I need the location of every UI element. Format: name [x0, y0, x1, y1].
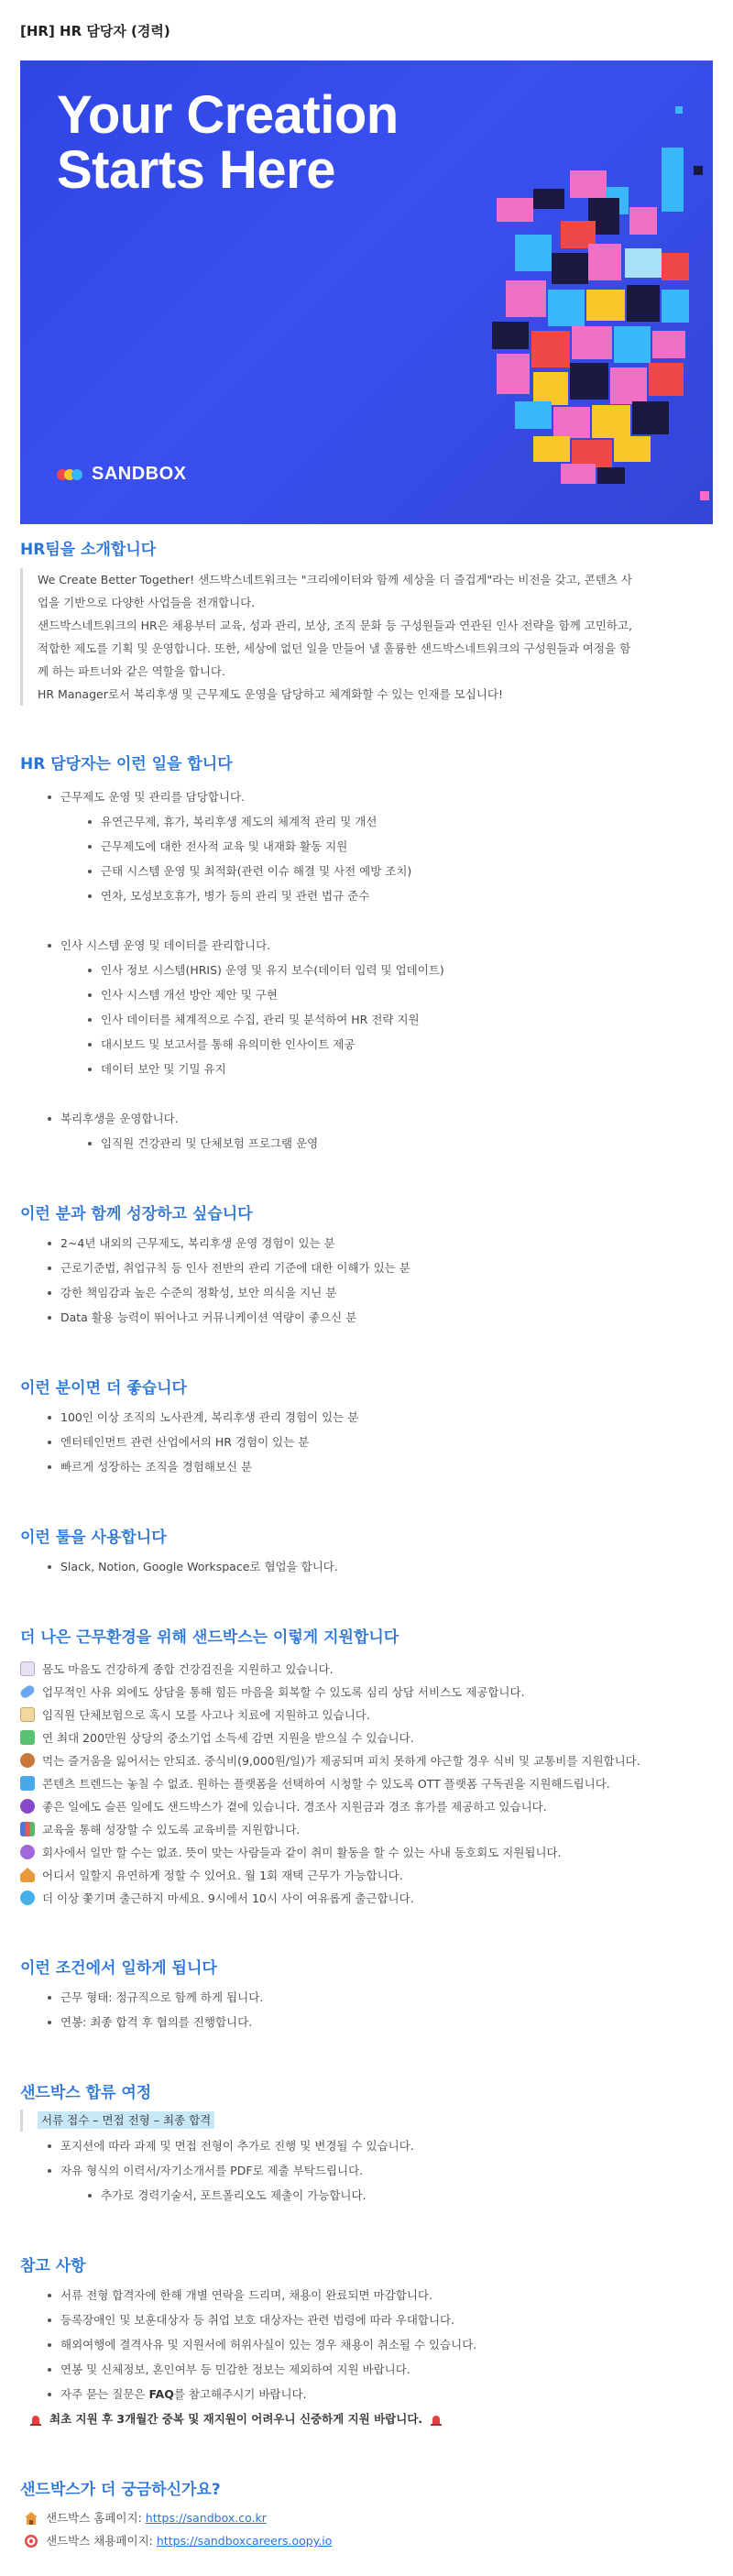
money-icon — [20, 1730, 35, 1745]
careers-link[interactable]: https://sandboxcareers.oopy.io — [156, 2534, 333, 2548]
list-item: 대시보드 및 보고서를 통해 유의미한 인사이트 제공 — [88, 1032, 713, 1057]
list-item: 교육을 통해 성장할 수 있도록 교육비를 지원합니다. — [20, 1818, 713, 1841]
list-item: 연차, 모성보호휴가, 병가 등의 관리 및 관련 법규 준수 — [88, 883, 713, 908]
list-item: 근로기준법, 취업규칙 등 인사 전반의 관리 기준에 대한 이해가 있는 분 — [48, 1255, 713, 1280]
list-item: 연 최대 200만원 상당의 중소기업 소득세 감면 지원을 받으실 수 있습니다. — [20, 1726, 713, 1749]
list-item: 근무제도에 대한 전사적 교육 및 내재화 활동 지원 — [88, 834, 713, 859]
list-item: 빠르게 성장하는 조직을 경험해보신 분 — [48, 1454, 713, 1479]
list-item: 인사 데이터를 체계적으로 수집, 관리 및 분석하여 HR 전략 지원 — [88, 1007, 713, 1032]
section-process — [20, 2080, 713, 2208]
books-icon — [20, 1822, 35, 1836]
scroll-icon — [20, 1707, 35, 1722]
section-title: 샌드박스가 더 궁금하신가요? — [20, 2481, 221, 2499]
requirements-list — [20, 1231, 713, 1330]
list-item: 강한 책임감과 높은 수준의 정확성, 보안 의식을 지닌 분 — [48, 1280, 713, 1305]
list-item: 유연근무제, 휴가, 복리후생 제도의 체계적 관리 및 개선 — [88, 809, 713, 834]
list-item: 근태 시스템 운영 및 최적화(관련 이슈 해결 및 사전 예방 조치) — [88, 859, 713, 883]
faq-link[interactable]: FAQ — [148, 2387, 174, 2401]
tools-list — [20, 1554, 713, 1579]
contact-homepage: 샌드박스 홈페이지: https://sandbox.co.kr — [24, 2506, 713, 2529]
list-item: 등록장애인 및 보훈대상자 등 취업 보호 대상자는 관련 법령에 따라 우대합니다. — [48, 2307, 713, 2332]
siren-icon — [29, 2413, 42, 2426]
list-item: 먹는 즐거움을 잃어서는 안되죠. 중식비(9,000원/일)가 제공되며 피치 못하게 야근할 경우 식비 및 교통비를 지원합니다. — [20, 1749, 713, 1772]
section-requirements — [20, 1201, 713, 1330]
list-item: 인사 시스템 운영 및 데이터를 관리합니다. 인사 정보 시스템(HRIS) 운영 및 유지 보수(데이터 입력 및 업데이트) 인사 시스템 개선 방안 제안 및 구현 인사 데이터를 체계적으로 수집, 관리 및 분석하여 HR 전략 지원 대시보드 및 보고서를 통해 유의미한 인사이트 제공 데이터 보안 및 기밀 유지 — [48, 933, 713, 1081]
duties-list — [20, 933, 713, 1081]
hero-title-line1: Your Creation — [57, 85, 399, 145]
list-item: 회사에서 일만 할 수는 없죠. 뜻이 맞는 사람들과 같이 취미 활동을 할 수 있는 사내 동호회도 지원됩니다. — [20, 1841, 713, 1864]
sub-list — [60, 2183, 713, 2208]
health-checkup-icon — [20, 1661, 35, 1676]
section-tools — [20, 1525, 713, 1579]
list-item: 업무적인 사유 외에도 상담을 통해 힘든 마음을 회복할 수 있도록 심리 상담 서비스도 제공합니다. — [20, 1681, 713, 1704]
list-item: 자유 형식의 이력서/자기소개서를 PDF로 제출 부탁드립니다. 추가로 경력기술서, 포트폴리오도 제출이 가능합니다. — [48, 2158, 713, 2208]
target-icon — [24, 2534, 38, 2549]
list-item: 더 이상 쫓기며 출근하지 마세요. 9시에서 10시 사이 여유롭게 출근합니다. — [20, 1887, 713, 1910]
list-item: 근무제도 운영 및 관리를 담당합니다. 유연근무제, 휴가, 복리후생 제도의 체계적 관리 및 개선 근무제도에 대한 전사적 교육 및 내재화 활동 지원 근태 시스템 운영 및 최적화(관련 이슈 해결 및 사전 예방 조치) 연차, 모성보호휴가, 병가 등의 관리 및 관련 법규 준수 — [48, 784, 713, 908]
intro-paragraph: 업을 기반으로 다양한 사업들을 전개합니다. — [38, 596, 256, 609]
list-item: 연봉: 최종 합격 후 협의를 진행합니다. — [48, 2010, 713, 2034]
list-item: 임직원 단체보험으로 혹시 모를 사고나 치료에 지원하고 있습니다. — [20, 1704, 713, 1726]
list-item: 100인 이상 조직의 노사관계, 복리후생 관리 경험이 있는 분 — [48, 1405, 713, 1430]
list-item: 엔터테인먼트 관련 산업에서의 HR 경험이 있는 분 — [48, 1430, 713, 1454]
sandbox-logo-icon — [57, 466, 84, 483]
list-item: 어디서 일할지 유연하게 정할 수 있어요. 월 1회 재택 근무가 가능합니다. — [20, 1864, 713, 1887]
food-icon — [20, 1753, 35, 1768]
cube-tower-illustration — [20, 60, 713, 524]
section-benefits — [20, 1625, 713, 1910]
list-item: Slack, Notion, Google Workspace로 협업을 합니다. — [48, 1554, 713, 1579]
sub-list — [60, 1131, 713, 1156]
section-preferred — [20, 1376, 713, 1479]
list-item: 콘텐츠 트렌드는 놓칠 수 없죠. 원하는 플랫폼을 선택하여 시청할 수 있도록 OTT 플랫폼 구독권을 지원해드립니다. — [20, 1772, 713, 1795]
intro-blockquote — [20, 568, 713, 706]
section-title: 샌드박스 합류 여정 — [20, 2084, 152, 2102]
section-contact — [20, 2477, 713, 2552]
section-title: 이런 분이면 더 좋습니다 — [20, 1379, 187, 1398]
list-item: 복리후생을 운영합니다. 임직원 건강관리 및 단체보험 프로그램 운영 — [48, 1106, 713, 1156]
section-title: HR 담당자는 이런 일을 합니다 — [20, 755, 233, 773]
section-title: 더 나은 근무환경을 위해 샌드박스는 이렇게 지원합니다 — [20, 1628, 399, 1647]
intro-paragraph: 샌드박스네트워크의 HR은 채용부터 교육, 성과 관리, 보상, 조직 문화 등 구성원들과 연관된 인사 전략을 함께 고민하고, — [38, 619, 633, 632]
section-title: 이런 툴을 사용합니다 — [20, 1529, 167, 1547]
list-item: 2~4년 내외의 근무제도, 복리후생 운영 경험이 있는 분 — [48, 1231, 713, 1255]
sandbox-logo — [57, 464, 187, 485]
list-item: 자주 묻는 질문은 FAQ를 참고해주시기 바랍니다. — [48, 2382, 713, 2406]
page-title: [HR] HR 담당자 (경력) — [20, 23, 170, 39]
list-item: 임직원 건강관리 및 단체보험 프로그램 운영 — [88, 1131, 713, 1156]
list-item: 데이터 보안 및 기밀 유지 — [88, 1057, 713, 1081]
list-item: 연봉 및 신체정보, 혼인여부 등 민감한 정보는 제외하여 지원 바랍니다. — [48, 2357, 713, 2382]
process-list — [20, 2133, 713, 2208]
section-conditions — [20, 1956, 713, 2034]
intro-paragraph: 께 하는 파트너와 같은 역할을 합니다. — [38, 664, 225, 678]
intro-paragraph: 적합한 제도를 기획 및 운영합니다. 또한, 세상에 없던 일을 만들어 낼 훌륭한 샌드박스네트워크의 구성원들과 여정을 함 — [38, 641, 631, 655]
section-notes — [20, 2253, 713, 2431]
benefits-list — [20, 1658, 713, 1910]
tv-icon — [20, 1776, 35, 1791]
process-steps: 서류 접수 – 면접 전형 – 최종 합격 — [20, 2110, 220, 2132]
conditions-list — [20, 1985, 713, 2034]
duties-list — [20, 784, 713, 908]
section-title: 참고 사항 — [20, 2257, 86, 2275]
house-icon — [24, 2511, 38, 2526]
list-item: 서류 전형 합격자에 한해 개별 연락을 드리며, 채용이 완료되면 마감합니다. — [48, 2283, 713, 2307]
sandbox-logo-text: SANDBOX — [92, 464, 187, 484]
list-item: 추가로 경력기술서, 포트폴리오도 제출이 가능합니다. — [88, 2183, 713, 2208]
clock-icon — [20, 1891, 35, 1905]
preferred-list — [20, 1405, 713, 1479]
intro-paragraph: HR Manager로서 복리후생 및 근무제도 운영을 담당하고 체계화할 수 있는 인재를 모십니다! — [38, 687, 503, 701]
music-icon — [20, 1845, 35, 1859]
house-icon — [20, 1868, 35, 1882]
section-title: 이런 분과 함께 성장하고 싶습니다 — [20, 1205, 253, 1223]
intro-paragraph: We Create Better Together! 샌드박스네트워크는 "크리에이터와 함께 세상을 더 즐겁게"라는 비전을 갖고, 콘텐츠 사 — [38, 573, 632, 586]
list-item: 해외여행에 결격사유 및 지원서에 허위사실이 있는 경우 채용이 취소될 수 있습니다. — [48, 2332, 713, 2357]
list-item: 근무 형태: 정규직으로 함께 하게 됩니다. — [48, 1985, 713, 2010]
section-duties — [20, 751, 713, 1156]
hero-title-line2: Starts Here — [57, 140, 335, 200]
pill-icon — [19, 1683, 37, 1699]
siren-icon — [430, 2413, 443, 2426]
sub-list — [60, 809, 713, 908]
duties-list — [20, 1106, 713, 1156]
list-item: 몸도 마음도 건강하게 종합 건강검진을 지원하고 있습니다. — [20, 1658, 713, 1681]
list-item: 좋은 일에도 슬픈 일에도 샌드박스가 곁에 있습니다. 경조사 지원금과 경조 휴가를 제공하고 있습니다. — [20, 1795, 713, 1818]
grapes-icon — [20, 1799, 35, 1814]
notes-list — [20, 2283, 713, 2406]
list-item: 인사 정보 시스템(HRIS) 운영 및 유지 보수(데이터 입력 및 업데이트) — [88, 958, 713, 982]
contact-careers: 샌드박스 채용페이지: https://sandboxcareers.oopy.io — [24, 2529, 713, 2552]
section-intro — [20, 537, 713, 706]
section-title: HR팀을 소개합니다 — [20, 541, 157, 559]
section-title: 이런 조건에서 일하게 됩니다 — [20, 1959, 217, 1978]
sub-list — [60, 958, 713, 1081]
list-item: 포지션에 따라 과제 및 면접 전형이 추가로 진행 및 변경될 수 있습니다. — [48, 2133, 713, 2158]
homepage-link[interactable]: https://sandbox.co.kr — [145, 2511, 267, 2525]
hero-banner — [20, 60, 713, 524]
warning-notice: 최초 지원 후 3개월간 중복 및 재지원이 어려우니 신중하게 지원 바랍니다. — [20, 2406, 713, 2431]
list-item: Data 활용 능력이 뛰어나고 커뮤니케이션 역량이 좋으신 분 — [48, 1305, 713, 1330]
list-item: 인사 시스템 개선 방안 제안 및 구현 — [88, 982, 713, 1007]
